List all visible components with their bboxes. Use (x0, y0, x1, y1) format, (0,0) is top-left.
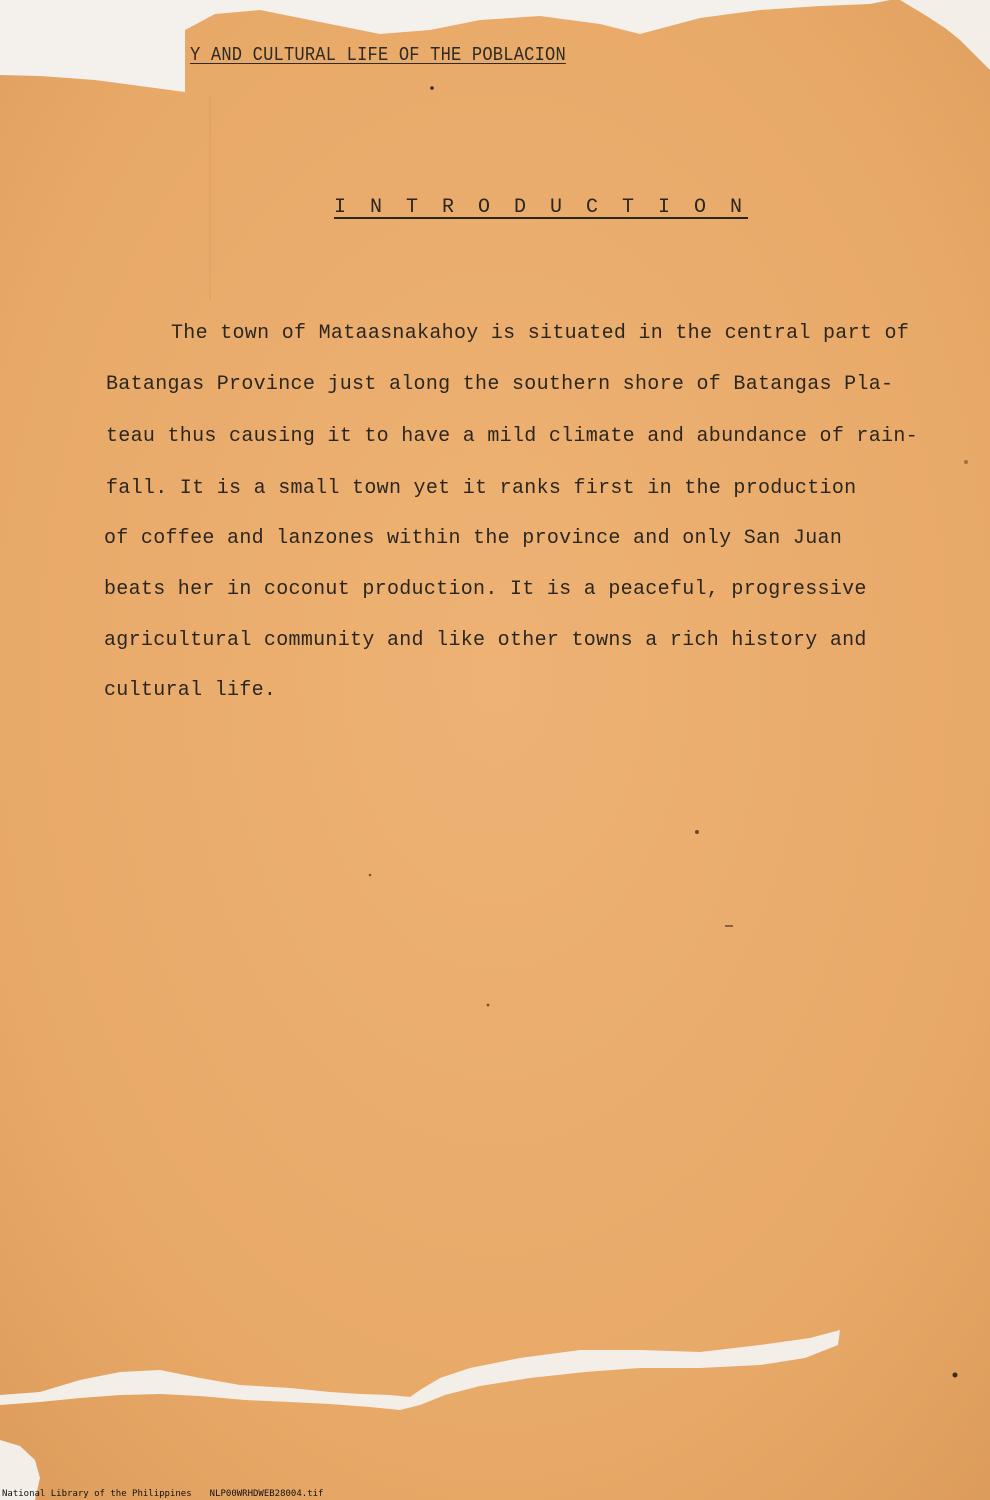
library-credit: National Library of the Philippines (2, 1489, 192, 1499)
paragraph-line: agricultural community and like other towns a rich history and (104, 629, 867, 652)
header-fragment: Y AND CULTURAL LIFE OF THE POBLACION (190, 44, 566, 66)
paragraph-line: fall. It is a small town yet it ranks first in the production (106, 477, 857, 500)
section-title: I N T R O D U C T I O N (334, 196, 749, 219)
paragraph-line: of coffee and lanzones within the province and only San Juan (104, 527, 843, 550)
scan-footer (2, 1489, 323, 1499)
paragraph-line: The town of Mataasnakahoy is situated in the central part of (171, 322, 910, 345)
paragraph-line: beats her in coconut production. It is a peaceful, progressive (104, 578, 867, 601)
file-id: NLP00WRHDWEB28004.tif (209, 1489, 324, 1499)
paragraph-line: Batangas Province just along the southern shore of Batangas Pla- (106, 373, 894, 396)
paragraph-line: teau thus causing it to have a mild climate and abundance of rain- (106, 425, 918, 448)
paragraph-line: cultural life. (104, 679, 277, 702)
